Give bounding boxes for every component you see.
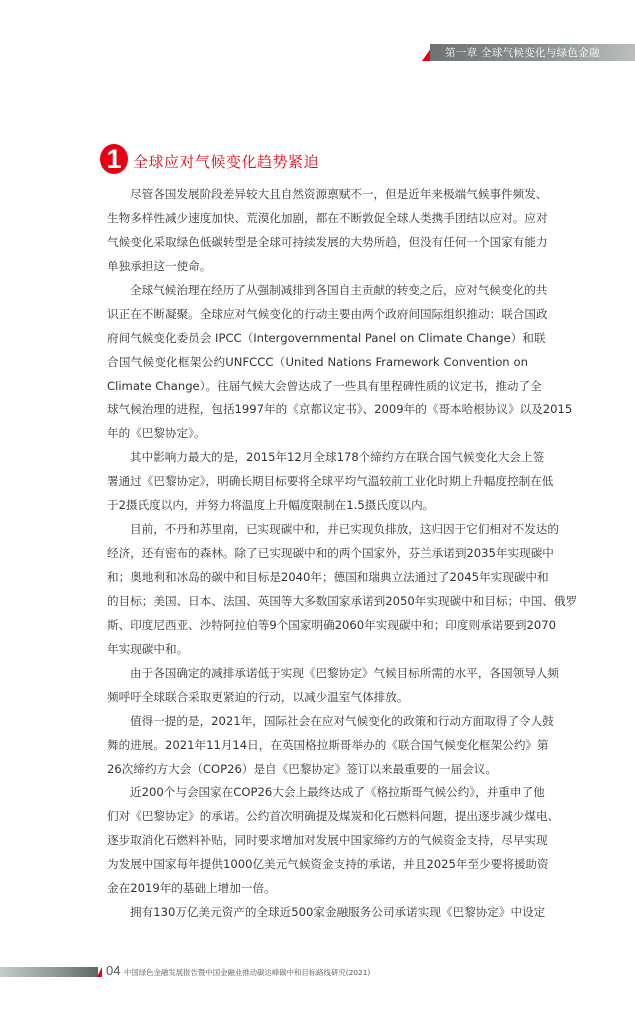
paragraph: [107, 183, 548, 279]
text-line: 们对《巴黎协定》的承诺。公约首次明确提及煤炭和化石燃料问题，提出逐步减少煤电、: [107, 809, 560, 824]
text-line: 生物多样性减少速度加快、荒漠化加剧，都在不断敦促全球人类携手团结以应对。应对: [107, 210, 548, 225]
text-line: 年的《巴黎协定》。: [107, 426, 206, 441]
page-number: 04: [106, 963, 121, 978]
text-line: Climate Change）。往届气候大会曾达成了一些具有里程碑性质的议定书，推动了全: [107, 378, 542, 393]
text-line: 球气候治理的进程，包括1997年的《京都议定书》、2009年的《哥本哈根协议》以及2015: [107, 402, 573, 417]
text-line: 由于各国确定的减排承诺低于实现《巴黎协定》气候目标所需的水平，各国领导人频: [130, 665, 559, 680]
text-line: 尽管各国发展阶段差异较大且自然资源禀赋不一，但是近年来极端气候事件频发、: [130, 187, 548, 201]
text-line: 气候变化采取绿色低碳转型是全球可持续发展的大势所趋，但没有任何一个国家有能力: [107, 234, 548, 249]
text-line: 其中影响力最大的是，2015年12月全球178个缔约方在联合国气候变化大会上签: [130, 450, 545, 465]
text-line: 拥有130万亿美元资产的全球近500家金融服务公司承诺实现《巴黎协定》中设定: [130, 905, 546, 920]
text-line: 金在2019年的基础上增加一倍。: [107, 881, 276, 896]
paragraph: [107, 901, 546, 925]
paragraph: [107, 446, 554, 518]
text-line: 为发展中国家每年提供1000亿美元气候资金支持的承诺，并且2025年至少要将援助资: [107, 857, 549, 872]
footer-red-accent: [97, 967, 102, 977]
text-line: 和；奥地利和冰岛的碳中和目标是2040年；德国和瑞典立法通过了2045年实现碳中和: [107, 570, 549, 584]
section-number-badge: 1: [100, 144, 128, 174]
text-line: 逐步取消化石燃料补贴，同时要求增加对发展中国家缔约方的气候资金支持，尽早实现: [107, 833, 548, 848]
text-line: 府间气候变化委员会 IPCC（Intergovernmental Panel on Climate Change）和联: [107, 330, 546, 345]
text-line: 署通过《巴黎协定》，明确长期目标要将全球平均气温较前工业化时期上升幅度控制在低: [107, 474, 554, 489]
text-line: 经济，还有密布的森林。除了已实现碳中和的两个国家外，芬兰承诺到2035年实现碳中: [107, 546, 554, 561]
body-text: [107, 183, 578, 925]
text-line: 目前，不丹和苏里南，已实现碳中和，并已实现负排放，这归因于它们相对不发达的: [130, 522, 559, 537]
text-line: 26次缔约方大会（COP26）是自《巴黎协定》签订以来最重要的一届会议。: [107, 761, 497, 776]
text-line: 识正在不断凝聚。全球应对气候变化的行动主要由两个政府间国际组织推动：联合国政: [107, 306, 548, 321]
text-line: 合国气候变化框架公约UNFCCC（United Nations Framework Convention on: [107, 354, 528, 369]
paragraph: [107, 710, 554, 782]
text-line: 值得一提的是，2021年，国际社会在应对气候变化的政策和行动方面取得了令人鼓: [130, 713, 554, 728]
text-line: 于2摄氏度以内，并努力将温度上升幅度限制在1.5摄氏度以内。: [107, 498, 435, 513]
text-line: 频呼吁全球联合采取更紧迫的行动，以减少温室气体排放。: [107, 689, 409, 704]
text-line: 全球气候治理在经历了从强制减排到各国自主贡献的转变之后，应对气候变化的共: [130, 282, 548, 297]
text-line: 的目标；美国、日本、法国、英国等大多数国家承诺到2050年实现碳中和目标；中国、俄罗: [107, 593, 578, 608]
footer-title: 中国绿色金融发展报告暨中国金融业推动碳达峰碳中和目标路线研究(2021): [124, 968, 371, 977]
text-line: 年实现碳中和。: [107, 641, 189, 656]
text-line: 斯、印度尼西亚、沙特阿拉伯等9个国家明确2060年实现碳中和；印度则承诺要到2070: [107, 617, 556, 632]
paragraph: [107, 781, 560, 901]
section-title: 全球应对气候变化趋势紧迫: [133, 153, 320, 171]
paragraph: [107, 279, 573, 447]
text-line: 单独承担这一使命。: [107, 258, 212, 273]
paragraph: [107, 518, 578, 662]
text-line: 近200个与会国家在COP26大会上最终达成了《格拉斯哥气候公约》，并重申了他: [130, 785, 545, 800]
chapter-title: 第一章 全球气候变化与绿色金融: [445, 47, 600, 59]
text-line: 舞的进展。2021年11月14日，在英国格拉斯哥举办的《联合国气候变化框架公约》第: [107, 737, 549, 752]
paragraph: [107, 662, 559, 710]
footer-bar: [0, 967, 98, 977]
